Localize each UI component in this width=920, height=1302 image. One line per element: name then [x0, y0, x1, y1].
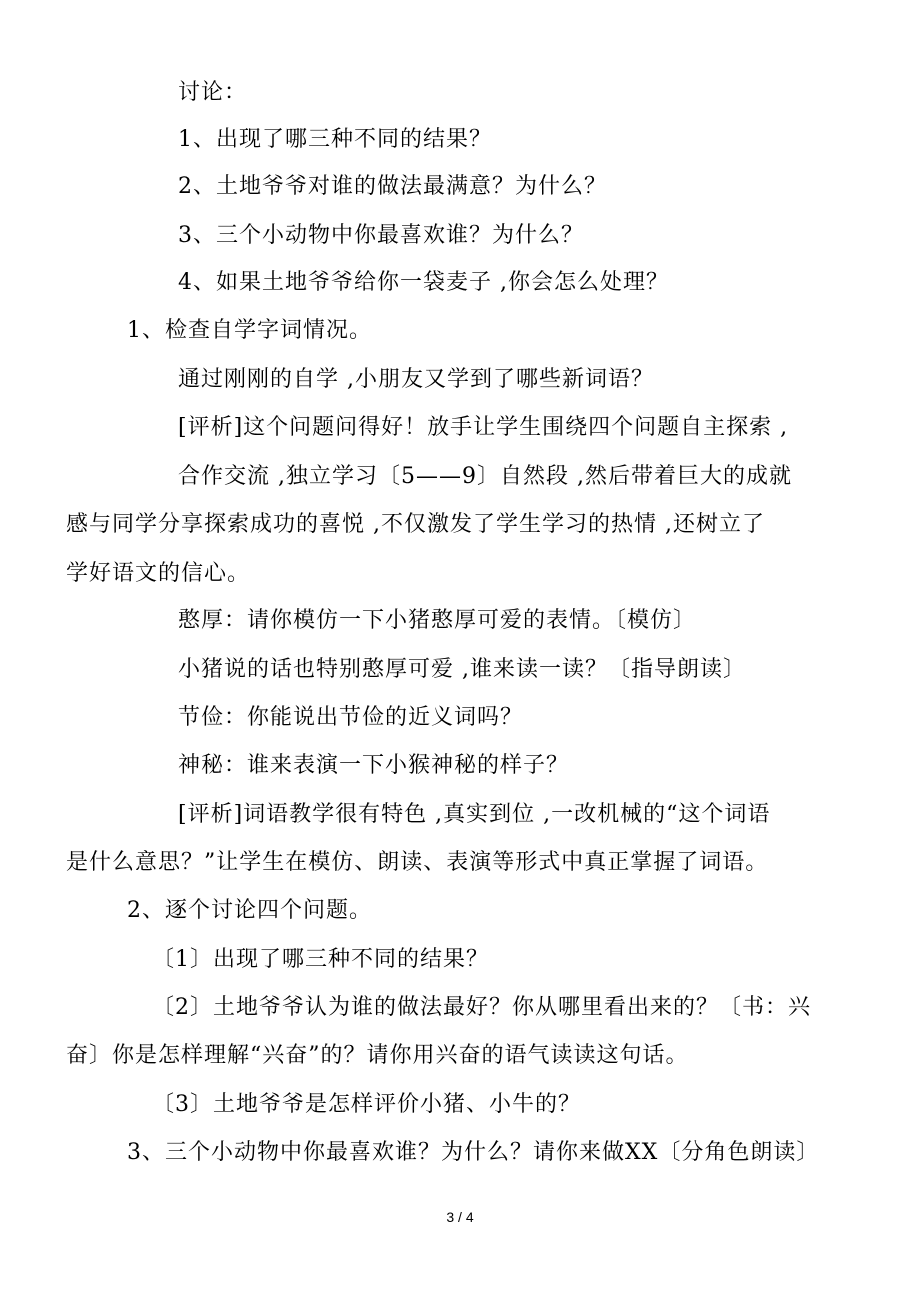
commentary-line: 合作交流 ,独立学习〔5——9〕自然段 ,然后带着巨大的成就	[178, 464, 792, 489]
paragraph-line: 通过刚刚的自学 ,小朋友又学到了哪些新词语？	[178, 367, 654, 392]
discussion-heading: 讨论：	[178, 80, 248, 105]
discussion-question-2: 2、土地爷爷对谁的做法最满意？为什么？	[178, 174, 607, 199]
vocab-item-shenmi: 神秘：谁来表演一下小猴神秘的样子？	[178, 753, 570, 778]
page-indicator: 3 / 4	[446, 1209, 474, 1225]
commentary-line: [评析]这个问题问得好！放手让学生围绕四个问题自主探索 ,	[178, 415, 789, 440]
vocab-item-jiejian: 节俭：你能说出节俭的近义词吗？	[178, 705, 524, 730]
commentary-line: [评析]词语教学很有特色 ,真实到位 ,一改机械的“这个词语	[178, 802, 771, 827]
discussion-question-3: 3、三个小动物中你最喜欢谁？为什么？	[178, 223, 584, 248]
commentary-line: 学好语文的信心。	[66, 561, 251, 586]
discussion-question-1: 1、出现了哪三种不同的结果？	[178, 127, 492, 152]
section-heading-2: 2、逐个讨论四个问题。	[127, 898, 372, 923]
discussion-question-4: 4、如果土地爷爷给你一袋麦子 ,你会怎么处理？	[178, 270, 669, 295]
commentary-line: 是什么意思？”让学生在模仿、朗读、表演等形式中真正掌握了词语。	[66, 850, 769, 875]
section-heading-1: 1、检查自学字词情况。	[127, 318, 372, 343]
section-heading-3: 3、三个小动物中你最喜欢谁？为什么？请你来做XX〔分角色朗读〕	[127, 1140, 820, 1165]
sub-question-2-continued: 奋〕你是怎样理解“兴奋”的？请你用兴奋的语气读读这句话。	[66, 1043, 689, 1068]
sub-question-3: 〔3〕土地爷爷是怎样评价小猪、小牛的？	[152, 1092, 581, 1117]
vocab-item-hanhou-reading: 小猪说的话也特别憨厚可爱 ,谁来读一读？〔指导朗读〕	[178, 657, 746, 682]
vocab-item-hanhou: 憨厚：请你模仿一下小猪憨厚可爱的表情。〔模仿〕	[178, 608, 697, 633]
sub-question-2: 〔2〕土地爷爷认为谁的做法最好？你从哪里看出来的？〔书：兴	[152, 995, 811, 1020]
commentary-line: 感与同学分享探索成功的喜悦 ,不仅激发了学生学习的热情 ,还树立了	[66, 512, 765, 537]
sub-question-1: 〔1〕出现了哪三种不同的结果？	[152, 947, 489, 972]
